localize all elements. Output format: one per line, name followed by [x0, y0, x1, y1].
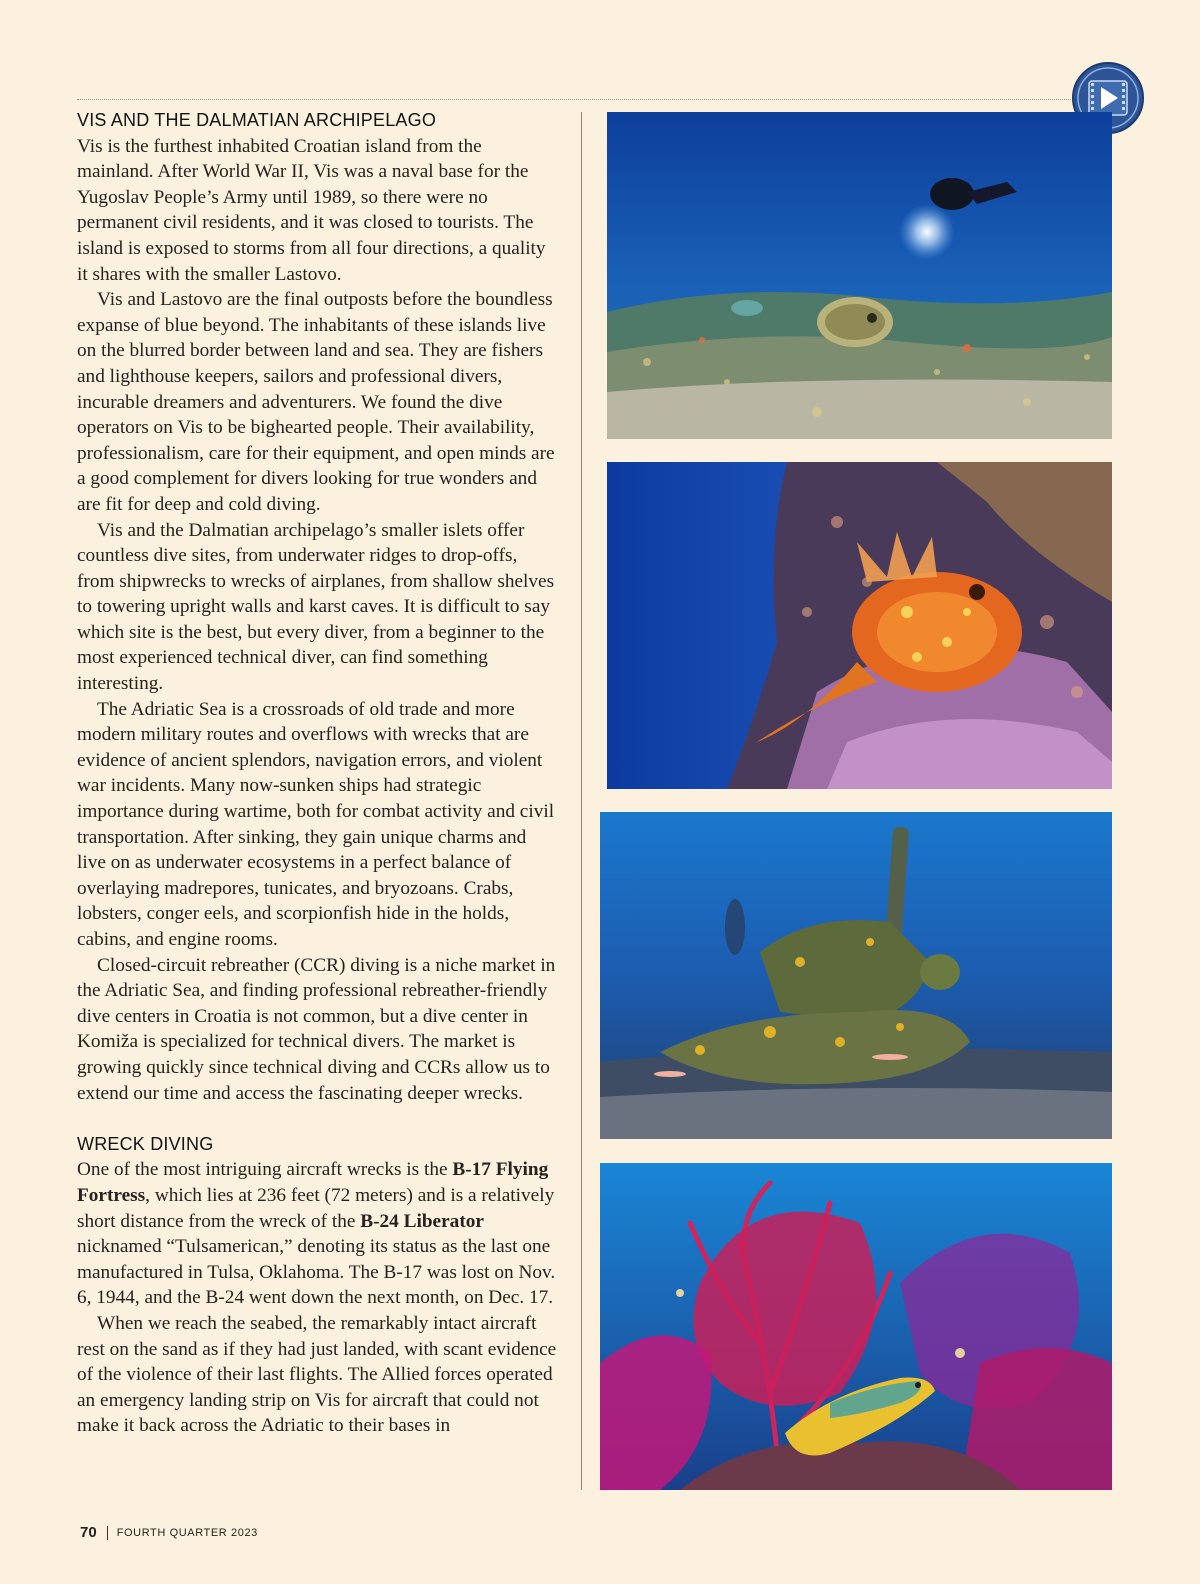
- column-divider: [581, 112, 582, 1490]
- photo-gorgonians-and-wrasse: [600, 1163, 1112, 1490]
- paragraph: Vis and Lastovo are the final outposts before the boundless expanse of blue beyond. The inhabitants of these islands live on the blurred border between land and sea. They are fishers and lighthouse keepers, sailors and professional divers, incurable dreamers and adventurers. We found the dive operators on Vis to be bighearted people. Their availability, professionalism, care for their equipment, and open minds are a good complement for divers looking for true wonders and are fit for deep and cold diving.: [77, 289, 555, 515]
- article-body: [77, 108, 559, 1439]
- paragraph: Vis is the furthest inhabited Croatian island from the mainland. After World War II, Vis was a naval base for the Yugoslav People’s Army until 1989, so there were no permanent civil residents, and it was closed to tourists. The island is exposed to storms from all four directions, a quality it shares with the smaller Lastovo.: [77, 135, 546, 285]
- section-heading-wreck-diving: WRECK DIVING: [77, 1133, 214, 1154]
- paragraph: Vis and the Dalmatian archipelago’s smaller islets offer countless dive sites, from underwater ridges to drop-offs, from shipwrecks to wrecks of airplanes, from shallow shelves to towering upright walls and karst caves. It is difficult to say which site is the best, but every diver, from a beginner to the most experienced technical diver, can find something interesting.: [77, 519, 555, 695]
- issue-label: FOURTH QUARTER 2023: [116, 1526, 258, 1539]
- section-heading-vis: VIS AND THE DALMATIAN ARCHIPELAGO: [77, 110, 437, 130]
- paragraph: When we reach the seabed, the remarkably intact aircraft rest on the sand as if they had just landed, with scant evidence of the violence of their last flights. The Allied forces operated an emergency landing strip on Vis for aircraft that could not make it back across the Adriatic to their bases in: [77, 1312, 557, 1437]
- page-footer: [80, 1524, 258, 1541]
- text-run: nicknamed “Tulsamerican,” denoting its status as the last one manufactured in Tulsa, Oklahoma. The B-17 was lost on Nov. 6, 1944, and the B-24 went down the next month, on Dec. 17.: [77, 1236, 556, 1309]
- header-rule: [77, 99, 1077, 100]
- footer-separator: [107, 1526, 108, 1540]
- b17-name: B-17 Flying Fortress: [77, 1159, 549, 1206]
- page-number: 70: [80, 1524, 97, 1541]
- paragraph: [77, 1157, 559, 1311]
- photo-aircraft-wreck: [600, 812, 1112, 1139]
- paragraph: The Adriatic Sea is a crossroads of old trade and more modern military routes and overflows with wrecks that are evidence of ancient splendors, navigation errors, and violent war incidents. Many now-sunken ships had strategic importance during wartime, both for combat activity and civil transportation. After sinking, they gain unique charms and live on as underwater ecosystems in a perfect balance of overlaying madrepores, tunicates, and bryozoans. Crabs, lobsters, conger eels, and scorpionfish hide in the holds, cabins, and engine rooms.: [77, 698, 555, 950]
- text-run: , which lies at 236 feet (72 meters) and is a relatively short distance from the wreck of the: [77, 1184, 555, 1232]
- photo-scorpionfish: [607, 462, 1112, 789]
- b24-name: B-24 Liberator: [360, 1210, 484, 1232]
- text-run: One of the most intriguing aircraft wrecks is the: [77, 1159, 453, 1181]
- paragraph: Closed-circuit rebreather (CCR) diving is a niche market in the Adriatic Sea, and finding professional rebreather-friendly dive centers in Croatia is not common, but a dive center in Komiža is specialized for technical divers. The market is growing quickly since technical diving and CCRs allow us to extend our time and access the fascinating deeper wrecks.: [77, 954, 556, 1104]
- photo-diver-and-john-dory: [607, 112, 1112, 439]
